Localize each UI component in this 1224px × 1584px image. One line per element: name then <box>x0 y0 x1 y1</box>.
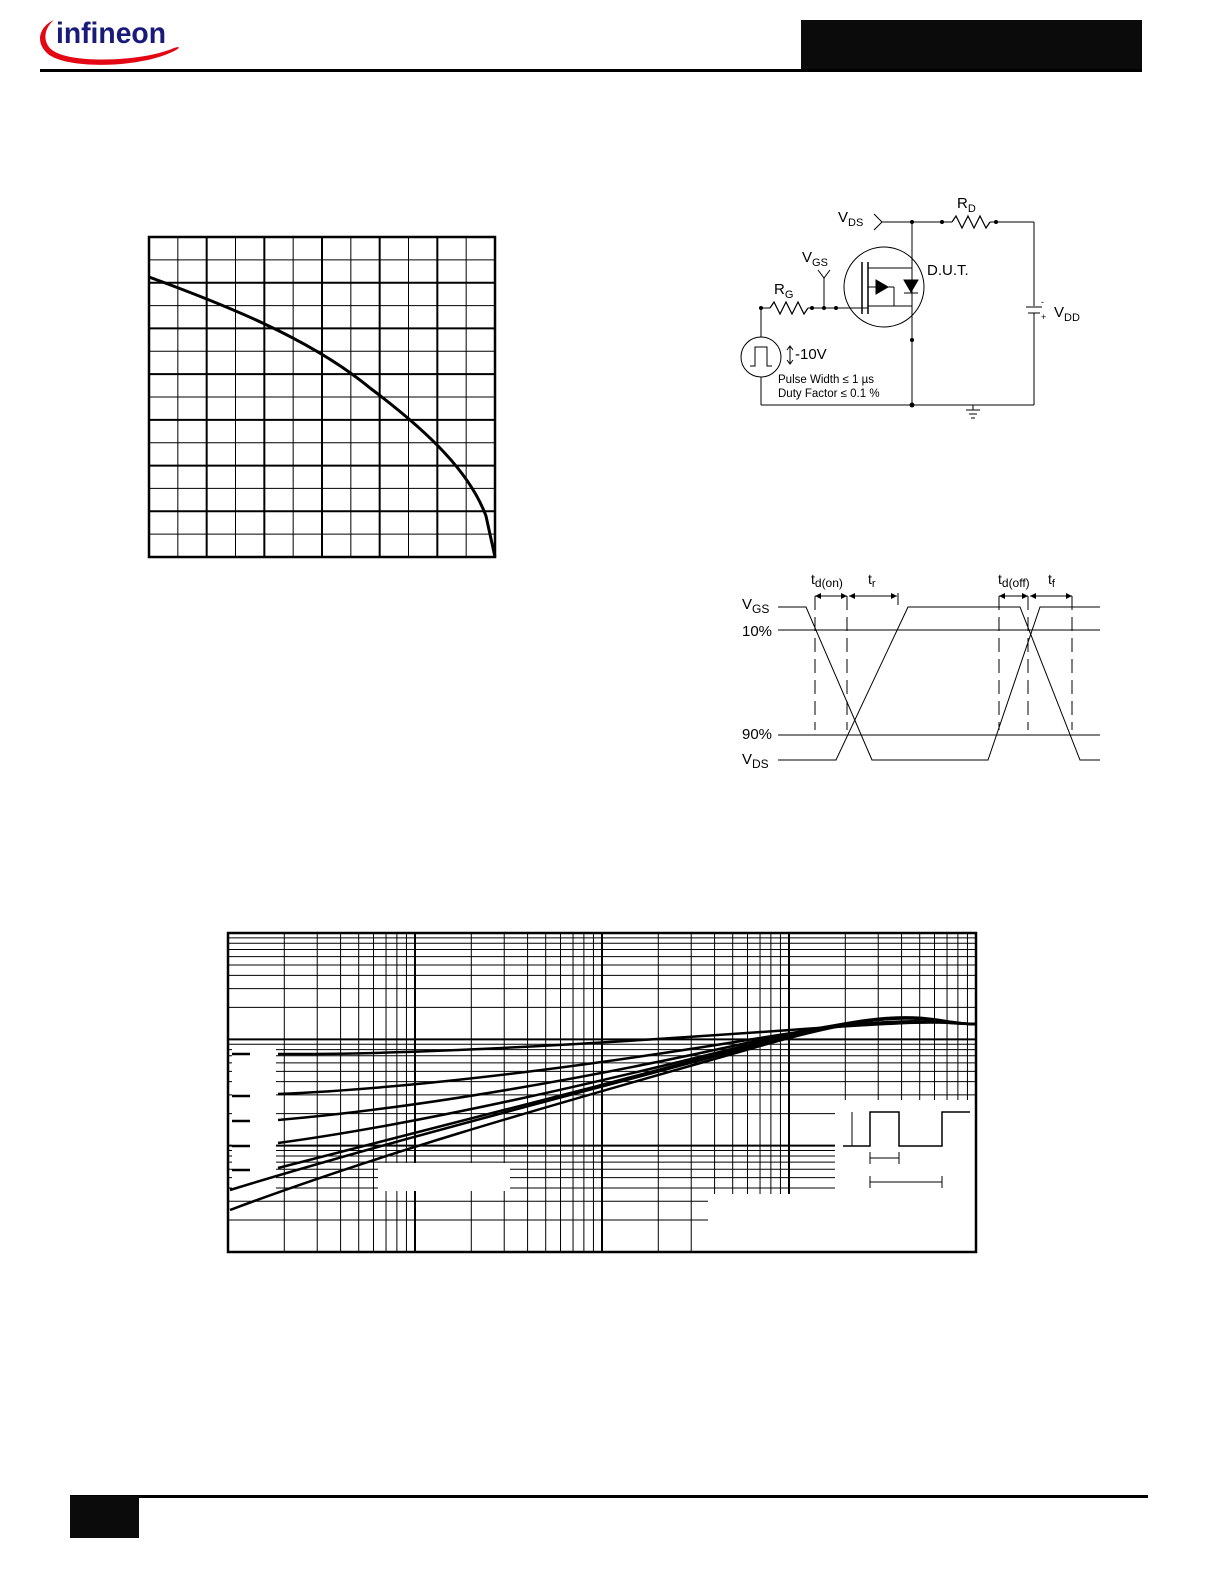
mosfet-icon <box>844 247 924 327</box>
battery-minus: - <box>1041 297 1044 307</box>
pulse-amp-label: -10V <box>795 346 827 363</box>
brand-wordmark: infineon <box>56 17 166 50</box>
chart-grid <box>149 237 495 557</box>
dut-label: D.U.T. <box>927 262 969 279</box>
switching-waveforms <box>735 565 1105 775</box>
header-part-box <box>801 20 1142 72</box>
rg-label: $R_G$ <box>774 281 794 301</box>
thermal-impedance-chart <box>222 926 984 1260</box>
pulse-width-note: Pulse Width ≤ 1 µs <box>778 374 875 386</box>
rg-resistor <box>770 302 808 314</box>
pulse-generator-icon <box>741 337 781 377</box>
footer-divider <box>70 1495 1148 1498</box>
derating-chart <box>140 228 510 568</box>
tr-label: $t_r$ <box>868 571 876 590</box>
wave-vds-label: $V_{DS}$ <box>742 751 769 771</box>
vgs-label: $V_{GS}$ <box>802 249 828 269</box>
td-off-label: td(off) <box>998 571 1030 590</box>
infineon-logo <box>34 6 194 70</box>
ten-percent-label: 10% <box>742 623 773 640</box>
vds-terminal <box>874 214 882 230</box>
header-divider <box>40 69 1142 72</box>
ninety-percent-label: 90% <box>742 726 773 743</box>
battery-plus: + <box>1041 312 1047 322</box>
switching-test-circuit <box>730 188 1110 428</box>
tf-label: $t_f$ <box>1048 571 1055 590</box>
duty-factor-note: Duty Factor ≤ 0.1 % <box>778 388 880 400</box>
footer-page-box <box>70 1496 139 1538</box>
rd-resistor <box>952 216 990 228</box>
vdd-label: $V_{DD}$ <box>1054 304 1080 324</box>
vds-label: $V_{DS}$ <box>838 209 864 229</box>
wave-vgs-label: $V_{GS}$ <box>742 596 770 616</box>
rd-label: $R_D$ <box>957 195 976 215</box>
td-on-label: td(on) <box>811 571 843 590</box>
